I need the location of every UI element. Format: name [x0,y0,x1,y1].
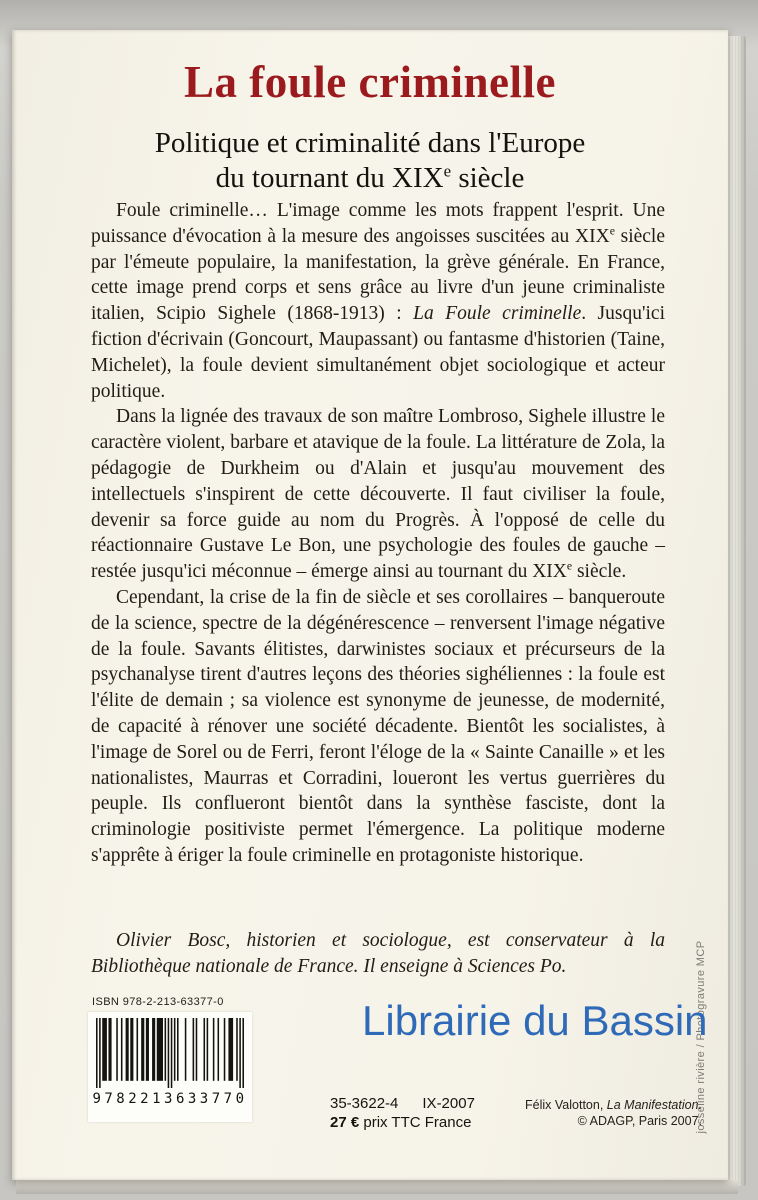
seller-watermark: Librairie du Bassin [362,997,708,1044]
barcode [88,1012,252,1122]
blurb-paragraph: Cependant, la crise de la fin de siècle et ses corollaires – banqueroute de la science, spectre de la dégénérescence – renversent l'image négative de la foule. Savants élitistes, darwinistes sociaux et précurseurs de la psychanalyse tirent d'autres leçons des théories sighéliennes : la foule est l'élite de demain ; sa violence est synonyme de jeunesse, de modernité, de capacité à rénover une société décadente. Bientôt les socialistes, à l'image de Sorel ou de Ferri, feront l'éloge de la « Sainte Canaille » et les nationalistes, Maurras et Corradini, loueront les vertus guerrières du peuple. Ils conflueront bientôt dans la synthèse fasciste, dont la criminologie positiviste permet l'émergence. La politique moderne s'apprête à ériger la foule criminelle en protagoniste historique. [91,586,665,866]
print-codes [330,1094,475,1113]
credit-line-2: © ADAGP, Paris 2007. [577,1114,702,1128]
barcode-bars-icon [96,1018,244,1088]
blurb-paragraph: Dans la lignée des travaux de son maître Lombroso, Sighele illustre le caractère violent, barbare et atavique de la foule. La littérature de Zola, la pédagogie de Durkheim ou d'Alain et jusqu'au mouvement des intellectuels s'inspirent de cette découverte. Il faut civiliser la foule, devenir sa force guide au nom du Progrès. À l'opposé de celle du réactionnaire Gustave Le Bon, une psychologie des foules de gauche – restée jusqu'ici méconnue – émerge ainsi au tournant du XIXe siècle. [91,406,665,583]
print-date: IX-2007 [422,1095,475,1112]
photogravure-credit: josseline rivière / Photogravure MCP [695,940,707,1134]
credit-line-1: Félix Valotton, La Manifestation. [525,1098,702,1112]
blurb-paragraph: Foule criminelle… L'image comme les mots frappent l'esprit. Une puissance d'évocation à la mesure des angoisses suscitées au XIXe siècle par l'émeute populaire, la manifestation, la grève générale. En France, cette image prend corps et sens grâce au livre d'un jeune criminaliste italien, Scipio Sighele (1868-1913) : La Foule criminelle. Jusqu'ici fiction d'écrivain (Goncourt, Maupassant) ou fantasme d'historien (Taine, Michelet), la foule devient simultanément objet sociologique et acteur politique. [91,200,666,402]
blurb [91,198,665,869]
barcode-digits: 9782213633770 [92,1091,248,1107]
print-info [330,1094,475,1132]
image-credit [470,1097,702,1129]
subtitle-line-2: du tournant du XIXe siècle [215,161,525,194]
book-page-edges-right [726,36,746,1186]
author-bio: Olivier Bosc, historien et sociologue, est conservateur à la Bibliothèque nationale de France. Il enseigne à Sciences Po. [91,930,665,977]
subtitle-line-1: Politique et criminalité dans l'Europe [154,127,586,159]
book-page-edges-bottom [16,1180,738,1194]
credit-artwork-title: La Manifestation. [606,1098,702,1112]
price-suffix: prix TTC France [359,1114,472,1131]
isbn-label: ISBN 978-2-213-63377-0 [92,996,224,1008]
book-title: La foule criminelle [184,57,556,107]
price: 27 € [330,1114,360,1131]
price-line [330,1113,475,1132]
print-code: 35-3622-4 [330,1095,399,1112]
book-subtitle [12,126,728,196]
